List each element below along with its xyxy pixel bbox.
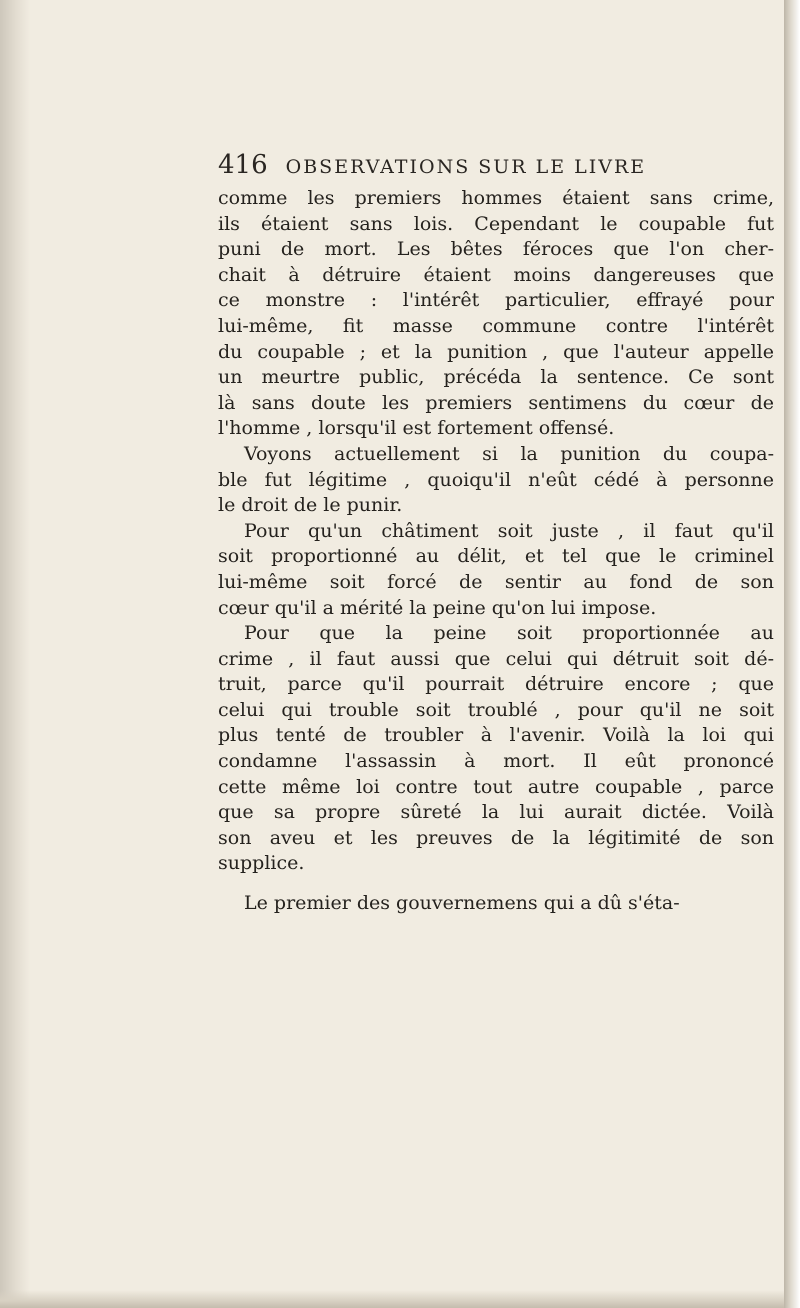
text-line: le droit de le punir. — [218, 494, 403, 517]
text-line: supplice. — [218, 852, 305, 875]
running-head: OBSERVATIONS SUR LE LIVRE — [285, 156, 647, 178]
text-line: plus tenté de troubler à l'avenir. Voilà la loi qui — [218, 724, 774, 747]
text-line: ble fut légitime , quoiqu'il n'eût cédé à personne — [218, 468, 774, 491]
text-line: ils étaient sans lois. Cependant le coupable fut — [218, 212, 774, 235]
page-number: 416 — [218, 150, 268, 180]
text-line: cette même loi contre tout autre coupable , parce — [218, 775, 774, 798]
page-gutter-shadow — [0, 0, 30, 1308]
text-line: que sa propre sûreté la lui aurait dictée. Voilà — [218, 801, 774, 824]
text-line: comme les premiers hommes étaient sans crime, — [218, 187, 774, 209]
page-header — [218, 150, 646, 186]
text-line: truit, parce qu'il pourrait détruire encore ; que — [218, 673, 774, 696]
text-line: lui-même soit forcé de sentir au fond de son — [218, 570, 774, 593]
text-line: son aveu et les preuves de la légitimité de son — [218, 826, 774, 849]
text-line: là sans doute les premiers sentimens du cœur de — [218, 391, 774, 414]
text-line: condamne l'assassin à mort. Il eût prononcé — [218, 750, 774, 773]
paragraph-start-line: Le premier des gouvernemens qui a dû s'éta- — [244, 892, 680, 915]
text-line: un meurtre public, précéda la sentence. Ce sont — [218, 366, 774, 389]
text-line: crime , il faut aussi que celui qui détruit soit dé- — [218, 647, 774, 670]
text-line: chait à détruire étaient moins dangereuses que — [218, 263, 774, 286]
text-line: lui-même, fit masse commune contre l'intérêt — [218, 314, 774, 337]
text-line: soit proportionné au délit, et tel que le criminel — [218, 545, 774, 568]
text-line: l'homme , lorsqu'il est fortement offensé. — [218, 417, 615, 440]
body-text — [218, 186, 774, 917]
text-line: puni de mort. Les bêtes féroces que l'on cher- — [218, 238, 774, 261]
paragraph-start-line: Pour qu'un châtiment soit juste , il faut qu'il — [244, 519, 774, 542]
paragraph-start-line: Voyons actuellement si la punition du coupa- — [244, 442, 774, 465]
page-bottom-edge — [0, 1290, 786, 1308]
paragraph-start-line: Pour que la peine soit proportionnée au — [244, 622, 774, 645]
page-right-edge — [784, 0, 800, 1308]
text-line: celui qui trouble soit troublé , pour qu'il ne soit — [218, 698, 774, 721]
text-line: du coupable ; et la punition , que l'auteur appelle — [218, 340, 774, 363]
text-line: cœur qu'il a mérité la peine qu'on lui impose. — [218, 596, 657, 619]
text-line: ce monstre : l'intérêt particulier, effrayé pour — [218, 289, 774, 312]
